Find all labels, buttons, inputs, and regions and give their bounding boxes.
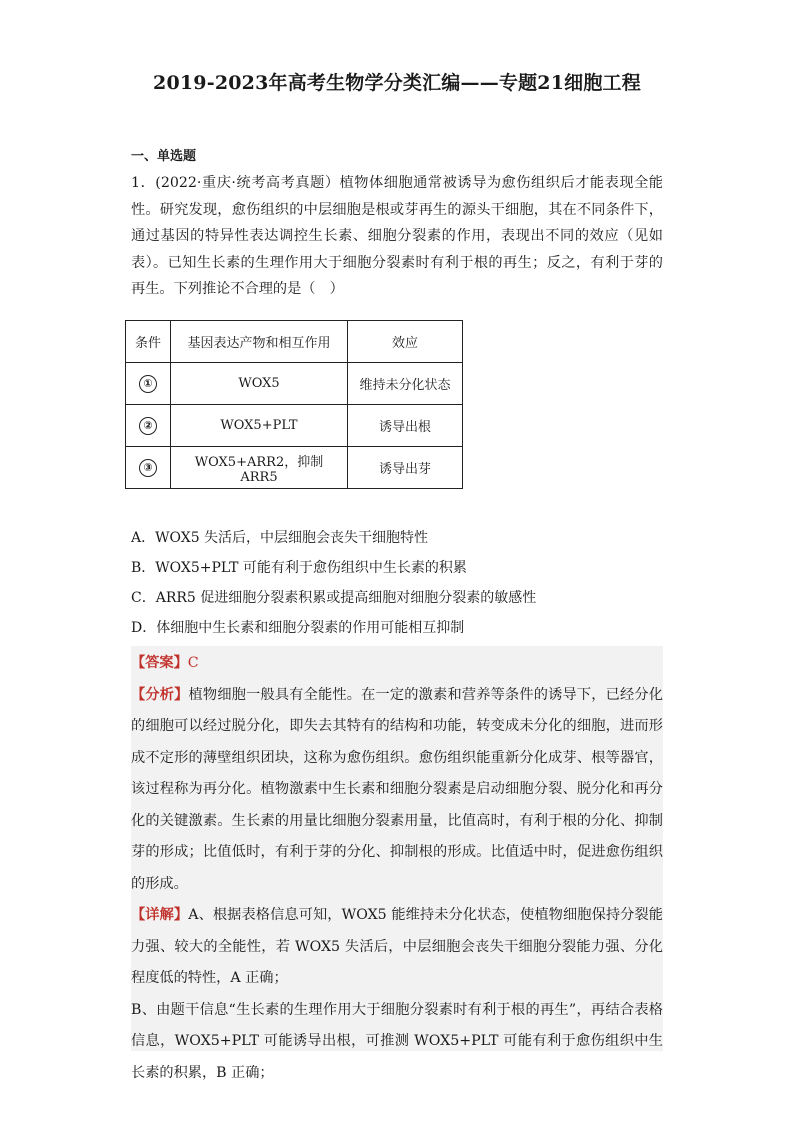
table-cell-effect: 维持未分化状态 [348,363,463,405]
circled-number: ③ [139,459,157,477]
analysis-tag: 【分析】 [131,686,189,703]
circled-number: ② [139,417,157,435]
answer-line [131,648,663,680]
table-header-cell: 条件 [126,321,171,363]
answer-tag: 【答案】 [131,655,188,671]
analysis-text: 植物细胞一般具有全能性。在一定的激素和营养等条件的诱导下，已经分化的细胞可以经过脱分化，即失去其特有的结构和功能，转变成未分化的细胞，进而形成不定形的薄壁组织团块，这称为愈伤组织。愈伤组织能重新分化成芽、根等器官，该过程称为再分化。植物激素中生长素和细胞分裂素是启动细胞分裂、脱分化和再分化的关键激素。生长素的用量比细胞分裂素用量，比值高时，有利于根的分化、抑制芽的形成；比值低时，有利于芽的分化、抑制根的形成。比值适中时，促进愈伤组织的形成。 [131,686,663,892]
table-cell-condition [126,447,171,489]
table-cell-effect: 诱导出芽 [348,447,463,489]
answer-options [131,523,671,643]
option-a: A．WOX5 失活后，中层细胞会丧失干细胞特性 [131,530,429,546]
conditions-table [125,320,463,489]
detail-a-text: A、根据表格信息可知，WOX5 能维持未分化状态，使植物细胞保持分裂能力强、较大的全能性，若 WOX5 失活后，中层细胞会丧失干细胞分裂能力强、分化程度低的特性，A 正确； [131,907,663,986]
table-cell-product: WOX5+PLT [171,405,348,447]
table-cell-product: WOX5+ARR2，抑制 ARR5 [171,447,348,489]
table-header-row [126,321,463,363]
document-title: 2019-2023年高考生物学分类汇编——专题21细胞工程 [153,72,641,94]
table-cell-effect: 诱导出根 [348,405,463,447]
analysis-paragraph [131,680,663,901]
table-cell-product: WOX5 [171,363,348,405]
table-header-cell: 效应 [348,321,463,363]
table-header-cell: 基因表达产物和相互作用 [171,321,348,363]
question-stem: 1．(2022·重庆·统考高考真题）植物体细胞通常被诱导为愈伤组织后才能表现全能性。研究发现，愈伤组织的中层细胞是根或芽再生的源头干细胞，其在不同条件下，通过基因的特异性表达调控生长素、细胞分裂素的作用，表现出不同的效应（见如表）。已知生长素的生理作用大于细胞分裂素时有利于根的再生；反之，有利于芽的再生。下列推论不合理的是（ ） [131,175,663,298]
answer-value: C [187,655,199,671]
table-row [126,363,463,405]
table-row [126,405,463,447]
table-row [126,447,463,489]
detail-paragraph-b: B、由题干信息“生长素的生理作用大于细胞分裂素时有利于根的再生”，再结合表格信息，WOX5+PLT 可能诱导出根，可推测 WOX5+PLT 可能有利于愈伤组织中生长素的积累，B 正确； [131,1001,663,1081]
option-d: D．体细胞中生长素和细胞分裂素的作用可能相互抑制 [131,620,465,636]
answer-section [131,648,663,1089]
circled-number: ① [139,375,157,393]
table-cell-condition [126,405,171,447]
detail-tag: 【详解】 [131,907,189,923]
option-b: B．WOX5+PLT 可能有利于愈伤组织中生长素的积累 [131,560,467,576]
option-c: C．ARR5 促进细胞分裂素积累或提高细胞对细胞分裂素的敏感性 [131,590,537,606]
section-heading: 一、单选题 [131,149,197,164]
detail-paragraph-a [131,900,663,995]
table-cell-condition [126,363,171,405]
